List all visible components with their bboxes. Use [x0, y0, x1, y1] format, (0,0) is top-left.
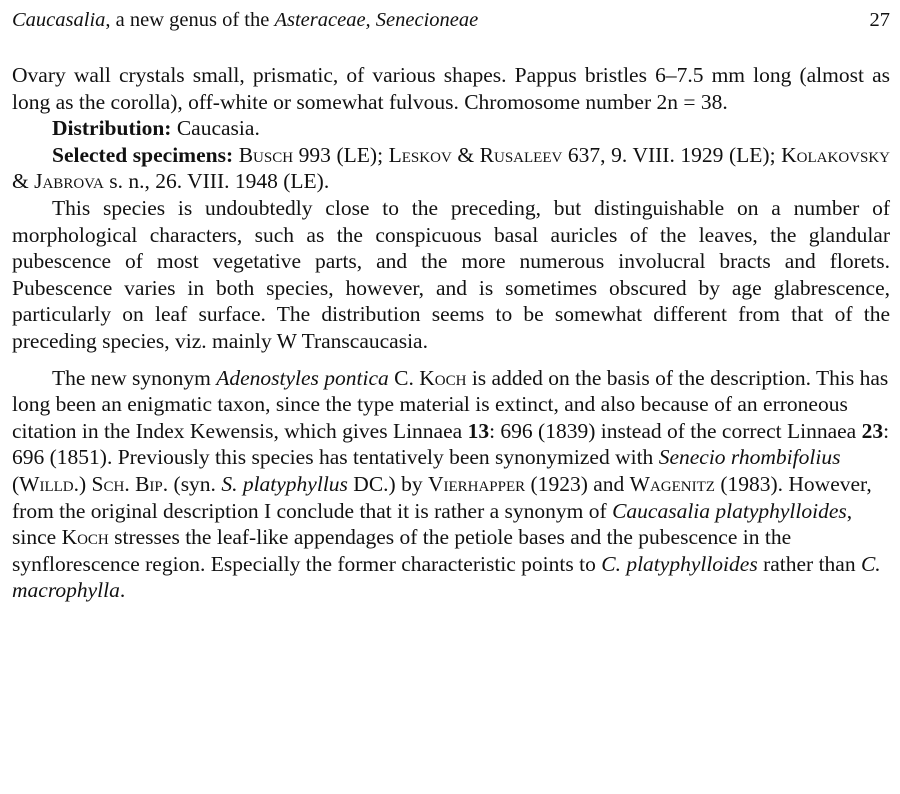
- taxon-name: C. macrophylla: [12, 551, 881, 603]
- collector-name: Jabrova: [34, 169, 104, 194]
- volume-number: 23: [861, 418, 884, 443]
- collector-name: Rusaleev: [479, 142, 563, 167]
- author-name: Willd.: [19, 471, 79, 496]
- collector-name: Kolakovsky: [781, 142, 890, 167]
- running-head: [12, 0, 890, 40]
- author-name: Sch. Bip.: [91, 471, 169, 496]
- page: [12, 0, 890, 604]
- taxon-name: Caucasalia platyphylloides: [612, 498, 847, 523]
- running-title: Caucasalia, a new genus of the Asteraceae, Senecioneae: [12, 9, 479, 31]
- author-name: Wagenitz: [629, 471, 715, 496]
- taxon-name: Adenostyles pontica: [216, 365, 389, 390]
- distribution-label: Distribution:: [52, 116, 172, 141]
- specimens-label: Selected specimens:: [52, 142, 234, 167]
- collector-name: Leskov: [388, 142, 452, 167]
- author-name: Vierhapper: [427, 471, 526, 496]
- author-name: Koch: [61, 525, 109, 550]
- paragraph-description: Ovary wall crystals small, prismatic, of various shapes. Pappus bristles 6–7.5 mm long (almost as long as the corolla), off-white or somewhat fulvous. Chromosome number 2n = 38.: [12, 63, 890, 114]
- taxon-name: Senecio rhombifolius: [658, 445, 841, 470]
- paragraph-new-synonym: The new synonym Adenostyles pontica C. Koch is added on the basis of the description. This has long been an enigmatic taxon, since the type material is extinct, and also because of an erroneous citation in the Index Kewensis, which gives Linnaea 13: 696 (1839) instead of the correct Linnaea 23: 696 (1851). Previously this species has tentatively been synonymized with Senecio rhombifolius (Willd.) Sch. Bip. (syn. S. platyphyllus DC.) by Vierhapper (1923) and Wagenitz (1983). However, from the original description I conclude that it is rather a synonym of Caucasalia platyphylloides, since Koch stresses the leaf-like appendages of the petiole bases and the pubescence in the synflorescence region. Especially the former characteristic points to C. platyphylloides rather than C. macrophylla.: [12, 365, 890, 603]
- genus-name: Caucasalia: [12, 9, 106, 31]
- taxon-name: C. platyphylloides: [601, 551, 758, 576]
- paragraph-distribution: Distribution: Caucasia.: [52, 116, 260, 141]
- body-text: [12, 62, 890, 604]
- page-number: 27: [869, 9, 890, 31]
- paragraph-species-comparison: This species is undoubtedly close to the preceding, but distinguishable on a number of morphological characters, such as the conspicuous basal auricles of the leaves, the glandular pubescence of most vegetative parts, and the more numerous involucral bracts and florets. Pubescence varies in both species, however, and is sometimes obscured by age glabrescence, particularly on leaf surface. The distribution seems to be somewhat different from that of the preceding species, viz. mainly W Transcaucasia.: [12, 195, 890, 353]
- collector-name: Busch: [238, 142, 294, 167]
- author-name: Koch: [419, 365, 467, 390]
- paragraph-specimens: Selected specimens: Busch 993 (LE); Leskov & Rusaleev 637, 9. VIII. 1929 (LE); Kolakovsky & Jabrova s. n., 26. VIII. 1948 (LE).: [12, 142, 890, 194]
- family-name: Asteraceae, Senecioneae: [274, 9, 479, 31]
- volume-number: 13: [467, 418, 490, 443]
- taxon-name: S. platyphyllus: [221, 471, 348, 496]
